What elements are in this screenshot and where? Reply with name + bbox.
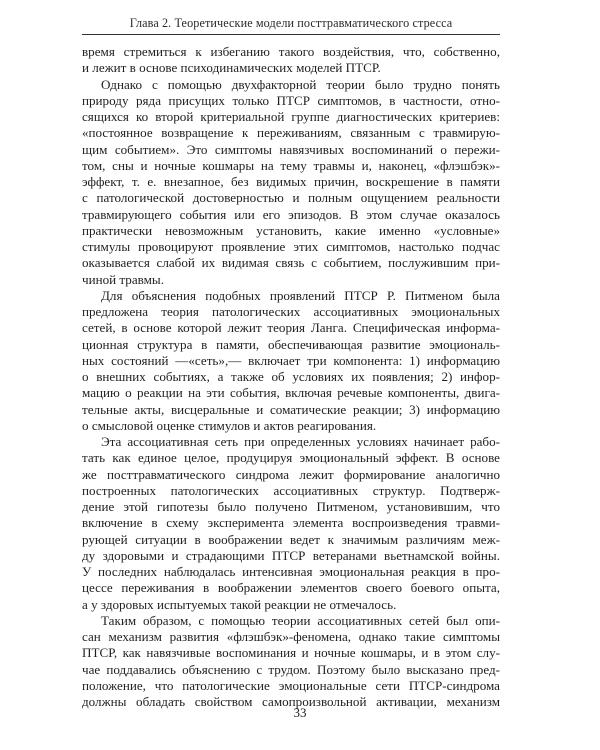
- text-line: предложена теория патологических ассоциативных эмоциональных: [82, 304, 500, 319]
- text-line: «постоянное возвращение к переживаниям, связанным с травмирую-: [82, 125, 500, 141]
- text-line: чиной травмы.: [82, 271, 164, 287]
- text-line: эффект, т. е. внезапное, без видимых причин, воскрешение в памяти: [82, 174, 500, 189]
- text-line: о смысловой оценке стимулов и актов реагирования.: [82, 417, 377, 433]
- body-text: [82, 44, 500, 710]
- text-line: с патологической достоверностью и полным ощущением реальности: [82, 190, 500, 206]
- text-line: а у здоровых испытуемых такой реакции не отмечалось.: [82, 596, 397, 612]
- running-head: Глава 2. Теоретические модели посттравматического стресса: [129, 16, 453, 30]
- header-rule: [82, 34, 500, 35]
- text-line: Таким образом, с помощью теории ассоциативных сетей был опи-: [101, 612, 500, 628]
- text-line: построенных патологических ассоциативных структур. Подтверж-: [82, 482, 500, 498]
- text-line: Для объяснения подобных проявлений ПТСР Р. Питменом была: [101, 287, 500, 303]
- text-line: Эта ассоциативная сеть при определенных условиях начинает рабо-: [101, 434, 500, 449]
- page-number: 33: [293, 705, 307, 720]
- text-line: У последних наблюдалась интенсивная эмоциональная реакция в про-: [82, 564, 500, 579]
- text-line: сящихся ко второй критериальной группе диагностических критериев:: [82, 109, 500, 124]
- text-line: о внешних событиях, а также об условиях их появления; 2) инфор-: [82, 369, 500, 384]
- text-line: включение в схему эксперимента элемента воспроизведения травми-: [82, 515, 500, 531]
- text-line: травмирующего события или его эпизодов. В этом случае оказалось: [82, 206, 500, 222]
- text-line: ПТСР, как навязчивые воспоминания и ночные кошмары, и в этом слу-: [82, 645, 500, 661]
- text-line: стимулы провоцируют проявление этих симптомов, настолько подчас: [82, 239, 500, 254]
- text-line: и лежит в основе психодинамических моделей ПТСР.: [82, 60, 381, 76]
- paragraph: [82, 613, 500, 711]
- text-line: цессе переживания в воображении элементов своего боевого опыта,: [82, 580, 500, 596]
- text-line: чае поддавались объяснению с трудом. Поэтому было высказано пред-: [82, 661, 500, 677]
- text-line: Однако с помощью двухфакторной теории было трудно понять: [101, 76, 500, 92]
- text-line: время стремиться к избеганию такого воздействия, что, собственно,: [82, 44, 500, 59]
- text-line: природу ряда присущих только ПТСР симптомов, в частности, отно-: [82, 92, 500, 108]
- text-line: практически невозможным установить, какие именно «условные»: [82, 222, 500, 238]
- text-line: мацию о реакции на эти события, включая речевые компоненты, двига-: [82, 385, 500, 401]
- text-line: сан механизм развития «флэшбэк»-феномена, однако такие симптомы: [82, 629, 500, 644]
- paragraph: [82, 288, 500, 434]
- text-line: щим событием». Это симптомы навязчивых воспоминаний о пережи-: [82, 141, 500, 157]
- paragraph: [82, 44, 500, 77]
- text-line: ду здоровыми и страдающими ПТСР ветеранами вьетнамской войны.: [82, 547, 500, 563]
- text-line: рующей ситуации в воображении ведет к значимым различиям меж-: [82, 531, 500, 547]
- paragraph: [82, 434, 500, 613]
- text-line: оказывается слабой их видимая связь с событием, послужившим при-: [82, 255, 500, 271]
- text-line: положение, что патологические эмоциональные сети ПТСР-синдрома: [82, 677, 500, 693]
- text-line: должны обладать свойством самопроизвольной активации, механизм: [82, 694, 500, 709]
- text-line: ных состояний —«сеть»,— включает три компонента: 1) информацию: [82, 352, 500, 368]
- text-line: тать как единое целое, продуцируя эмоциональный эффект. В основе: [82, 450, 500, 466]
- text-line: дение этой гипотезы было получено Питменом, установившим, что: [82, 499, 500, 514]
- text-line: тельные акты, висцеральные и соматические реакции; 3) информацию: [82, 401, 500, 417]
- text-line: сетей, в основе которой лежит теория Ланга. Специфическая информа-: [82, 320, 500, 336]
- text-line: ционная структура в памяти, обеспечивающая развитие эмоциональ-: [82, 336, 500, 352]
- text-line: же посттравматического синдрома лежит формирование аналогично: [82, 466, 500, 482]
- text-line: том, сны и ночные кошмары на тему травмы и, наконец, «флэшбэк»-: [82, 157, 500, 173]
- paragraph: [82, 77, 500, 288]
